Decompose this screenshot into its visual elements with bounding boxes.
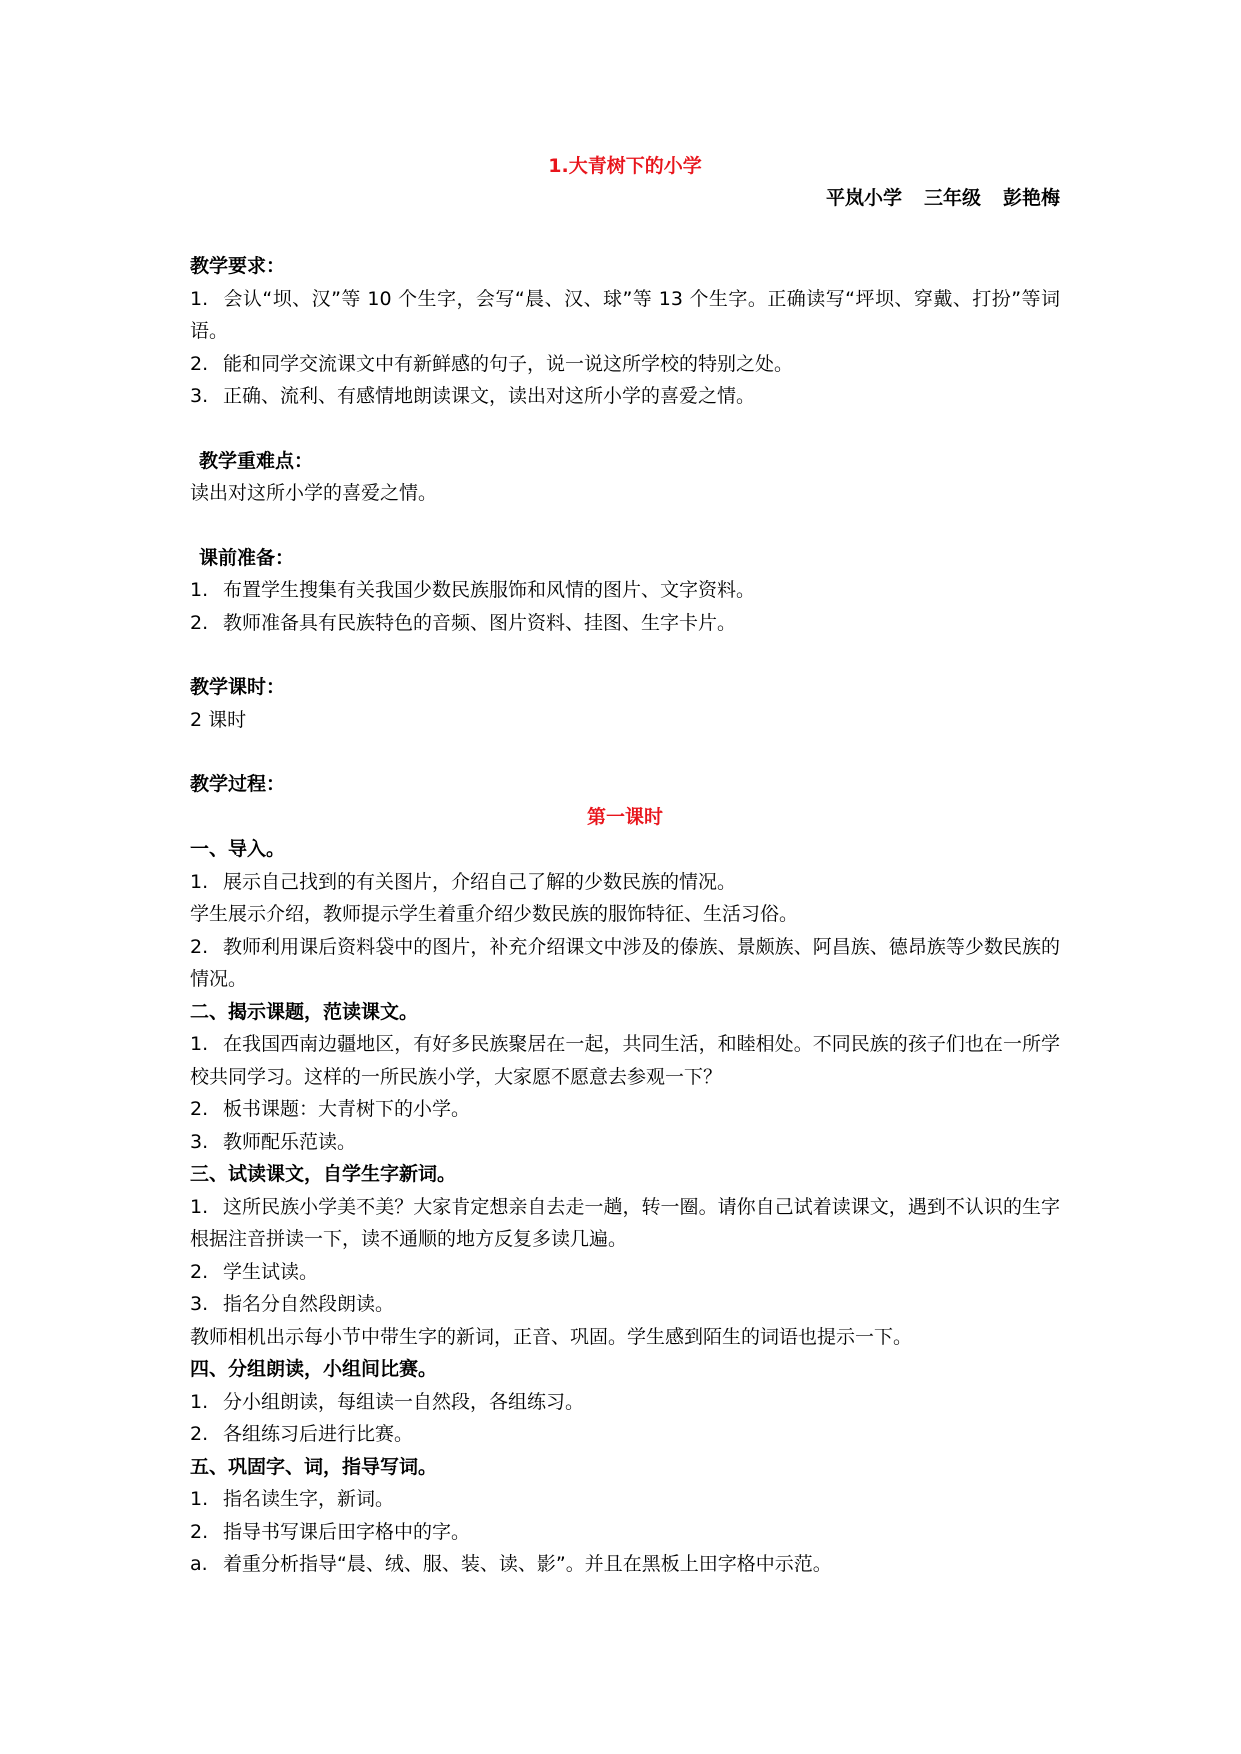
item-text: 会认“坝、汉”等 10 个生字，会写“晨、汉、球”等 13 个生字。正确读写“坪坝、穿戴、打扮”等词语。 (190, 287, 1060, 342)
item-number: 1. (190, 1488, 209, 1510)
item-number: 2. (190, 1520, 209, 1543)
requirements-heading: 教学要求： (190, 255, 286, 277)
section-title: 五、巩固字、词，指导写词。 (190, 1455, 438, 1478)
item-number: 2. (190, 611, 209, 634)
item-text: 能和同学交流课文中有新鲜感的句子，说一说这所学校的特别之处。 (223, 352, 794, 375)
process-line (190, 898, 1060, 931)
item-text: 教师相机出示每小节中带生字的新词，正音、巩固。学生感到陌生的词语也提示一下。 (190, 1325, 913, 1348)
item-text: 学生展示介绍，教师提示学生着重介绍少数民族的服饰特征、生活习俗。 (190, 903, 799, 925)
requirement-item (190, 380, 1060, 413)
process-line (190, 1548, 1060, 1581)
preparation-heading: 课前准备： (199, 546, 295, 569)
author-line (190, 182, 1060, 214)
item-number: 3. (190, 1293, 209, 1315)
author-grade: 三年级 (923, 187, 981, 209)
periods-text: 2 课时 (190, 708, 247, 731)
item-number: 2. (190, 1423, 209, 1445)
process-line (190, 1028, 1060, 1093)
item-text: 着重分析指导“晨、绒、服、装、读、影”。并且在黑板上田字格中示范。 (223, 1553, 832, 1575)
item-text: 教师配乐范读。 (223, 1130, 357, 1153)
item-number: 1. (190, 1033, 209, 1055)
preparation-item (190, 574, 1060, 607)
item-number: 3. (190, 1130, 209, 1153)
item-number: 2. (190, 1260, 209, 1283)
lesson-subtitle: 第一课时 (586, 805, 663, 828)
process-line (190, 1093, 1060, 1126)
item-text: 分小组朗读，每组读一自然段，各组练习。 (223, 1390, 585, 1413)
section-title: 三、试读课文，自学生字新词。 (190, 1163, 457, 1185)
process-line (190, 1288, 1060, 1321)
item-text: 板书课题：大青树下的小学。 (223, 1098, 471, 1120)
item-text: 布置学生搜集有关我国少数民族服饰和风情的图片、文字资料。 (223, 579, 756, 601)
document-title: 1.大青树下的小学 (548, 155, 702, 177)
process-line (190, 931, 1060, 996)
author-school: 平岚小学 (825, 187, 902, 209)
item-text: 教师准备具有民族特色的音频、图片资料、挂图、生字卡片。 (223, 611, 737, 634)
item-text: 指名读生字，新词。 (223, 1488, 395, 1510)
process-line (190, 1386, 1060, 1419)
item-number: 1. (190, 1195, 209, 1218)
periods-heading: 教学课时： (190, 676, 286, 698)
section-title: 二、揭示课题，范读课文。 (190, 1000, 419, 1023)
process-line (190, 1191, 1060, 1256)
item-text: 展示自己找到的有关图片，介绍自己了解的少数民族的情况。 (223, 870, 737, 893)
key-points-text: 读出对这所小学的喜爱之情。 (190, 482, 438, 504)
key-points-heading: 教学重难点： (199, 449, 314, 472)
item-text: 教师利用课后资料袋中的图片，补充介绍课文中涉及的傣族、景颇族、阿昌族、德昂族等少数民族的情况。 (190, 935, 1060, 990)
process-line (190, 1126, 1060, 1159)
item-number: 2. (190, 1098, 209, 1120)
item-text: 学生试读。 (223, 1260, 319, 1283)
requirement-item (190, 348, 1060, 381)
author-teacher: 彭艳梅 (1002, 187, 1060, 209)
item-number: 1. (190, 579, 209, 601)
requirement-item (190, 283, 1060, 348)
process-line (190, 866, 1060, 899)
process-line (190, 1483, 1060, 1516)
item-number: 2. (190, 935, 209, 958)
preparation-item (190, 607, 1060, 640)
item-number: a. (190, 1553, 208, 1575)
item-text: 各组练习后进行比赛。 (223, 1423, 414, 1445)
item-text: 指名分自然段朗读。 (223, 1293, 395, 1315)
item-number: 3. (190, 385, 209, 407)
process-heading: 教学过程： (190, 773, 286, 795)
document-page (190, 150, 1060, 1581)
process-line (190, 1256, 1060, 1289)
item-number: 1. (190, 287, 209, 310)
process-line (190, 1516, 1060, 1549)
item-number: 2. (190, 352, 209, 375)
section-title: 四、分组朗读，小组间比赛。 (190, 1358, 438, 1380)
process-line (190, 1321, 1060, 1354)
item-text: 这所民族小学美不美？大家肯定想亲自去走一趟，转一圈。请你自己试着读课文，遇到不认识的生字根据注音拼读一下，读不通顺的地方反复多读几遍。 (190, 1195, 1060, 1250)
item-text: 指导书写课后田字格中的字。 (223, 1520, 471, 1543)
item-number: 1. (190, 1390, 209, 1413)
process-line (190, 1418, 1060, 1451)
section-title: 一、导入。 (190, 838, 286, 860)
item-number: 1. (190, 870, 209, 893)
item-text: 在我国西南边疆地区，有好多民族聚居在一起，共同生活，和睦相处。不同民族的孩子们也在一所学校共同学习。这样的一所民族小学，大家愿不愿意去参观一下？ (190, 1033, 1060, 1088)
item-text: 正确、流利、有感情地朗读课文，读出对这所小学的喜爱之情。 (223, 385, 756, 407)
